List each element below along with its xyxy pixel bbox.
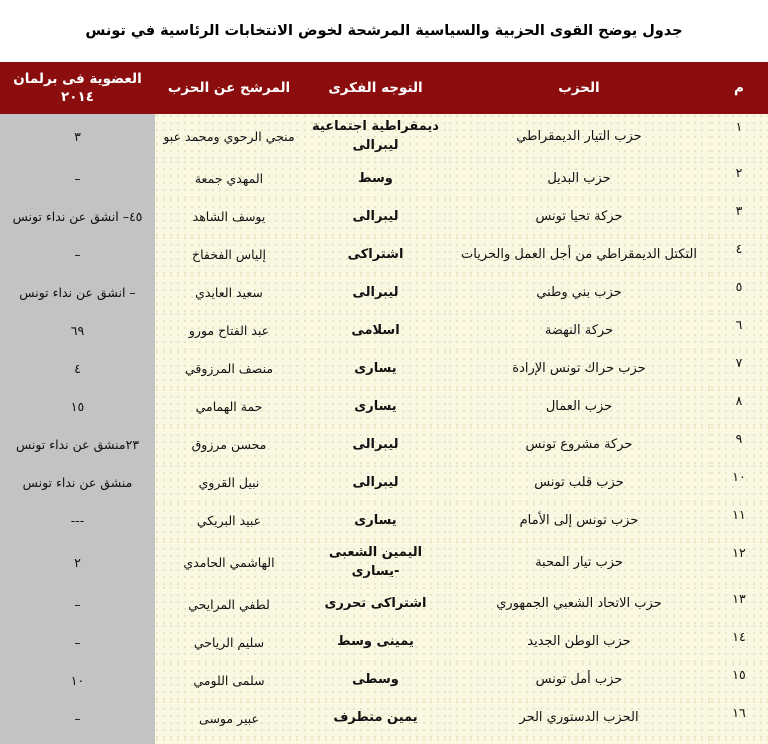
cell-membership: ٤٥– انشق عن نداء تونس (0, 198, 155, 236)
cell-ideology (303, 388, 448, 426)
cell-party-name: حزب الاتحاد الشعبي الجمهوري (448, 586, 710, 624)
tail-cell (710, 738, 768, 744)
cell-row-number: ١٢ (710, 540, 768, 586)
table-row (0, 700, 768, 738)
column-header-candidate: المرشح عن الحزب (155, 62, 303, 114)
cell-candidate: سلمى اللومي (155, 662, 303, 700)
cell-row-number: ١٥ (710, 662, 768, 700)
cell-ideology-line1: ليبرالى (352, 284, 399, 300)
cell-ideology (303, 502, 448, 540)
table-row (0, 114, 768, 160)
cell-candidate: سليم الرياحي (155, 624, 303, 662)
column-header-number: م (710, 62, 768, 114)
cell-membership: ٤ (0, 350, 155, 388)
cell-ideology (303, 662, 448, 700)
table-row (0, 198, 768, 236)
cell-ideology-line1: ليبرالى (352, 474, 399, 490)
cell-candidate: حمة الهمامي (155, 388, 303, 426)
cell-membership: – (0, 700, 155, 738)
tail-cell (155, 738, 303, 744)
cell-ideology (303, 624, 448, 662)
page-title: جدول يوضح القوى الحزبية والسياسية المرشحة لخوض الانتخابات الرئاسية في تونس (85, 22, 683, 39)
cell-membership: – (0, 236, 155, 274)
cell-ideology-line1: اشتراكى (347, 246, 404, 262)
cell-ideology-line2: ليبرالى (352, 138, 399, 154)
cell-membership: ٦٩ (0, 312, 155, 350)
cell-row-number: ١١ (710, 502, 768, 540)
cell-membership: – (0, 586, 155, 624)
cell-membership: – (0, 160, 155, 198)
cell-candidate: سعيد العايدي (155, 274, 303, 312)
cell-candidate: منصف المرزوقي (155, 350, 303, 388)
cell-party-name: الحزب الدستوري الحر (448, 700, 710, 738)
table-row (0, 586, 768, 624)
cell-candidate: إلياس الفخفاخ (155, 236, 303, 274)
cell-ideology-line1: اسلامى (351, 322, 400, 338)
column-header-ideology: التوجه الفكرى (303, 62, 448, 114)
cell-party-name: حزب تيار المحبة (448, 540, 710, 586)
cell-candidate: نبيل القروي (155, 464, 303, 502)
table-row (0, 540, 768, 586)
cell-row-number: ٨ (710, 388, 768, 426)
cell-party-name: حزب بني وطني (448, 274, 710, 312)
cell-row-number: ٥ (710, 274, 768, 312)
cell-ideology (303, 312, 448, 350)
cell-ideology (303, 464, 448, 502)
cell-party-name: حركة تحيا تونس (448, 198, 710, 236)
cell-party-name: حزب التيار الديمقراطي (448, 114, 710, 160)
cell-row-number: ٩ (710, 426, 768, 464)
table-header (0, 62, 768, 114)
cell-row-number: ٤ (710, 236, 768, 274)
cell-row-number: ١ (710, 114, 768, 160)
cell-ideology-line1: ليبرالى (352, 436, 399, 452)
cell-party-name: حزب حراك تونس الإرادة (448, 350, 710, 388)
column-header-membership-line1: العضوية فى برلمان (13, 71, 142, 87)
cell-party-name: حركة النهضة (448, 312, 710, 350)
table-row (0, 160, 768, 198)
column-header-membership (0, 62, 155, 114)
cell-candidate: محسن مرزوق (155, 426, 303, 464)
cell-party-name: حزب العمال (448, 388, 710, 426)
cell-row-number: ١٦ (710, 700, 768, 738)
column-header-membership-line2: ٢٠١٤ (61, 89, 94, 106)
table-body (0, 114, 768, 743)
cell-row-number: ٧ (710, 350, 768, 388)
cell-membership: ٢٣منشق عن نداء تونس (0, 426, 155, 464)
table-row (0, 624, 768, 662)
cell-candidate: منجي الرحوي ومحمد عبو (155, 114, 303, 160)
cell-ideology (303, 540, 448, 586)
cell-candidate: المهدي جمعة (155, 160, 303, 198)
cell-membership: --- (0, 502, 155, 540)
cell-candidate: لطفي المرايحي (155, 586, 303, 624)
cell-ideology-line1: اليمين الشعبى -يسارى (328, 545, 423, 579)
cell-row-number: ٢ (710, 160, 768, 198)
header-row (0, 62, 768, 114)
cell-candidate: يوسف الشاهد (155, 198, 303, 236)
cell-membership: ١٥ (0, 388, 155, 426)
cell-ideology (303, 586, 448, 624)
cell-ideology-line1: وسطى (352, 672, 399, 688)
column-header-party: الحزب (448, 62, 710, 114)
cell-party-name: حزب أمل تونس (448, 662, 710, 700)
cell-ideology-line1: اشتراكى تحررى (324, 596, 427, 612)
tail-cell (0, 738, 155, 744)
cell-ideology-line1: يسارى (354, 512, 397, 528)
cell-candidate: الهاشمي الحامدي (155, 540, 303, 586)
cell-ideology-line1: يسارى (354, 360, 397, 376)
cell-row-number: ٣ (710, 198, 768, 236)
cell-row-number: ١٤ (710, 624, 768, 662)
cell-party-name: التكتل الديمقراطي من أجل العمل والحريات (448, 236, 710, 274)
table-row (0, 350, 768, 388)
cell-ideology (303, 236, 448, 274)
table-row (0, 236, 768, 274)
cell-candidate: عبد الفتاح مورو (155, 312, 303, 350)
cell-ideology (303, 274, 448, 312)
cell-membership: منشق عن نداء تونس (0, 464, 155, 502)
cell-row-number: ٦ (710, 312, 768, 350)
cell-ideology (303, 160, 448, 198)
cell-ideology (303, 700, 448, 738)
cell-row-number: ١٣ (710, 586, 768, 624)
cell-membership: – (0, 624, 155, 662)
cell-party-name: حزب البديل (448, 160, 710, 198)
cell-membership: ٢ (0, 540, 155, 586)
cell-party-name: حركة مشروع تونس (448, 426, 710, 464)
cell-ideology (303, 426, 448, 464)
cell-party-name: حزب الوطن الجديد (448, 624, 710, 662)
cell-candidate: عبيد البريكي (155, 502, 303, 540)
cell-membership: ١٠ (0, 662, 155, 700)
cell-ideology-line1: ليبرالى (352, 208, 399, 224)
table-row (0, 274, 768, 312)
cell-ideology (303, 114, 448, 160)
table-row (0, 388, 768, 426)
table-row (0, 464, 768, 502)
table-row (0, 502, 768, 540)
parties-table (0, 62, 768, 744)
table-row (0, 426, 768, 464)
cell-ideology-line1: وسط (358, 170, 393, 186)
title-container (0, 0, 768, 62)
cell-party-name: حزب تونس إلى الأمام (448, 502, 710, 540)
cell-ideology-line1: ديمقراطية اجتماعية (312, 119, 439, 135)
table-row (0, 662, 768, 700)
cell-ideology-line1: يمينى وسط (337, 634, 414, 650)
table-tail-spacer (0, 738, 768, 744)
tail-cell (448, 738, 710, 744)
cell-ideology-line1: يمين متطرف (333, 710, 418, 726)
tail-cell (303, 738, 448, 744)
cell-row-number: ١٠ (710, 464, 768, 502)
table-row (0, 312, 768, 350)
cell-party-name: حزب قلب تونس (448, 464, 710, 502)
cell-ideology-line1: يسارى (354, 398, 397, 414)
cell-membership: ٣ (0, 114, 155, 160)
cell-ideology (303, 350, 448, 388)
cell-ideology (303, 198, 448, 236)
cell-candidate: عبير موسى (155, 700, 303, 738)
cell-membership: – انشق عن نداء تونس (0, 274, 155, 312)
